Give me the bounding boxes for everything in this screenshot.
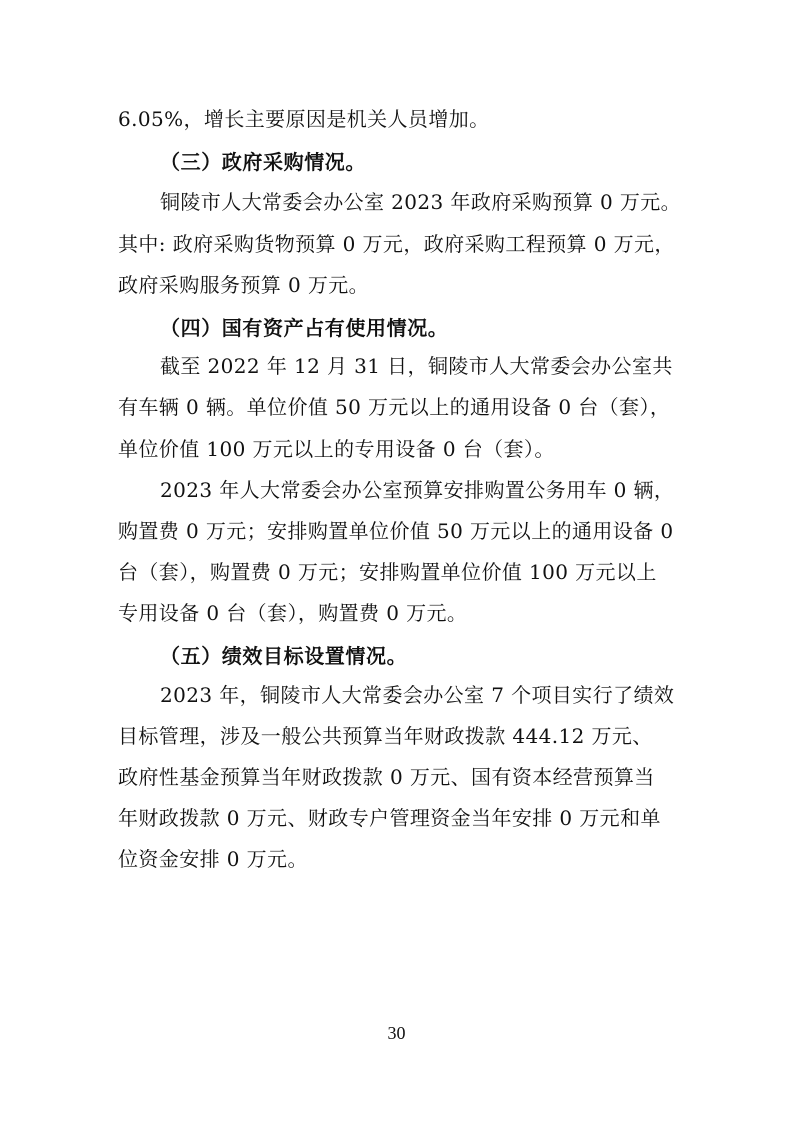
paragraph-line: 其中: 政府采购货物预算 0 万元，政府采购工程预算 0 万元， xyxy=(118,232,675,256)
section-heading: （三）政府采购情况。 xyxy=(160,150,366,174)
section-heading: （五）绩效目标设置情况。 xyxy=(160,644,408,668)
page-number: 30 xyxy=(387,1023,406,1043)
paragraph-line: 目标管理，涉及一般公共预算当年财政拨款 444.12 万元、 xyxy=(118,724,653,748)
paragraph-line: 位资金安排 0 万元。 xyxy=(118,847,308,871)
paragraph-line: 购置费 0 万元；安排购置单位价值 50 万元以上的通用设备 0 xyxy=(118,519,674,543)
paragraph-line: 2023 年人大常委会办公室预算安排购置公务用车 0 辆， xyxy=(160,478,675,502)
section-heading: （四）国有资产占有使用情况。 xyxy=(160,316,449,340)
paragraph-line: 2023 年，铜陵市人大常委会办公室 7 个项目实行了绩效 xyxy=(160,683,675,707)
paragraph-line: 6.05%，增长主要原因是机关人员增加。 xyxy=(118,107,490,131)
paragraph-line: 年财政拨款 0 万元、财政专户管理资金当年安排 0 万元和单 xyxy=(118,806,661,830)
paragraph-line: 台（套），购置费 0 万元；安排购置单位价值 100 万元以上 xyxy=(118,560,657,584)
paragraph-line: 单位价值 100 万元以上的专用设备 0 台（套）。 xyxy=(118,437,555,461)
paragraph-line: 政府采购服务预算 0 万元。 xyxy=(118,273,370,297)
paragraph-line: 专用设备 0 台（套），购置费 0 万元。 xyxy=(118,601,468,625)
paragraph-line: 铜陵市人大常委会办公室 2023 年政府采购预算 0 万元。 xyxy=(160,190,682,214)
paragraph-line: 政府性基金预算当年财政拨款 0 万元、国有资本经营预算当 xyxy=(118,765,655,789)
paragraph-line: 有车辆 0 辆。单位价值 50 万元以上的通用设备 0 台（套）， xyxy=(118,395,671,419)
paragraph-line: 截至 2022 年 12 月 31 日，铜陵市人大常委会办公室共 xyxy=(160,354,673,378)
